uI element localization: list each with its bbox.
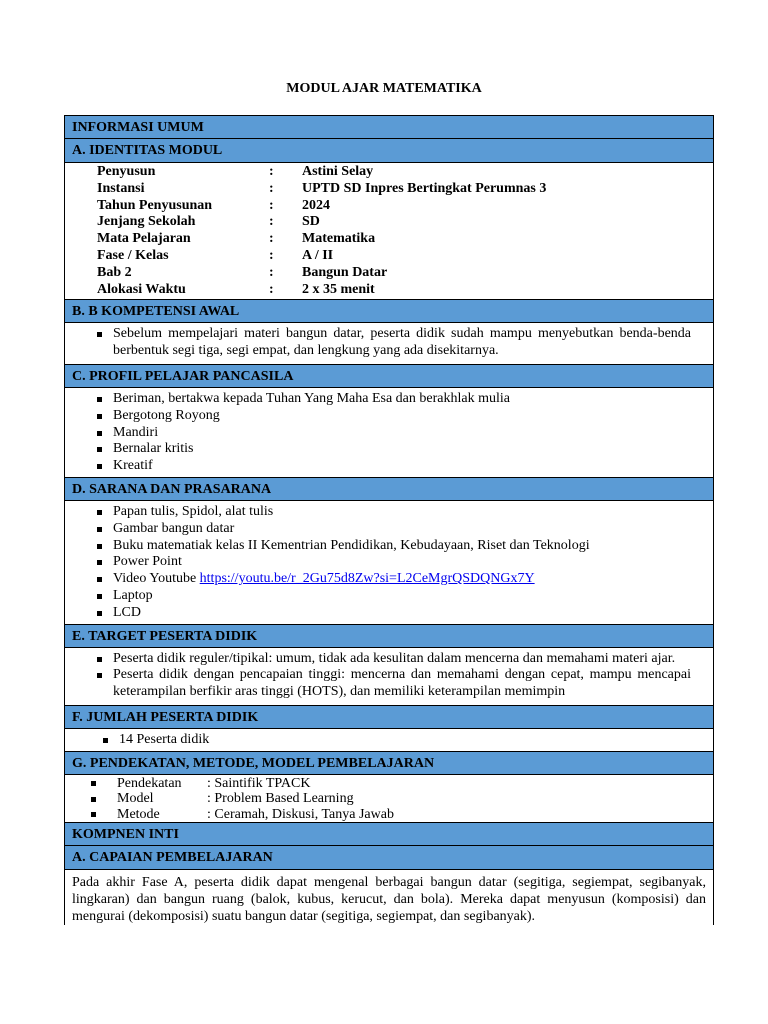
identity-label: Bab 2 bbox=[97, 264, 132, 280]
youtube-link[interactable]: https://youtu.be/r_2Gu75d8Zw?si=L2CeMgrQSDQNGx7Y bbox=[199, 571, 535, 587]
list-item-video bbox=[65, 571, 713, 588]
module-table bbox=[64, 115, 714, 925]
identity-row bbox=[97, 248, 713, 265]
video-label: Video Youtube bbox=[113, 571, 200, 587]
list-item: Laptop bbox=[65, 588, 713, 605]
list-item: Bernalar kritis bbox=[65, 441, 713, 458]
identity-colon: : bbox=[269, 247, 274, 263]
identity-value: UPTD SD Inpres Bertingkat Perumnas 3 bbox=[302, 180, 547, 196]
approach-item bbox=[65, 791, 713, 807]
identity-row bbox=[97, 164, 713, 181]
identity-colon: : bbox=[269, 214, 274, 230]
profil-block bbox=[65, 388, 713, 477]
identity-colon: : bbox=[269, 281, 274, 297]
list-item: Papan tulis, Spidol, alat tulis bbox=[65, 504, 713, 521]
list-item: Sebelum mempelajari materi bangun datar, peserta didik sudah mampu menyebutkan benda-benda berbentuk segi tiga, segi empat, dan lengkung yang ada disekitarnya. bbox=[65, 326, 713, 360]
identity-value: Astini Selay bbox=[302, 164, 374, 179]
identity-colon: : bbox=[269, 180, 274, 196]
identity-row bbox=[97, 198, 713, 215]
jumlah-list bbox=[71, 732, 713, 749]
list-item: LCD bbox=[65, 605, 713, 622]
list-item: Buku matematiak kelas II Kementrian Pendidikan, Kebudayaan, Riset dan Teknologi bbox=[65, 538, 713, 555]
list-item: Power Point bbox=[65, 554, 713, 571]
section-header-capaian: A. CAPAIAN PEMBELAJARAN bbox=[65, 846, 713, 870]
sarana-list bbox=[65, 504, 713, 622]
capaian-text: Pada akhir Fase A, peserta didik dapat mengenal berbagai bangun datar (segitiga, segiempat, segibanyak, lingkaran) dan bangun ruang (balok, kubus, kerucut, dan bola). Mereka dapat menyusun (komposisi) dan mengurai (dekomposisi) suatu bangun datar (segitiga, segiempat, dan segibanyak). bbox=[72, 875, 706, 925]
section-header-informasi-umum: INFORMASI UMUM bbox=[65, 115, 713, 139]
section-header-pendekatan: G. PENDEKATAN, METODE, MODEL PEMBELAJARAN bbox=[65, 751, 713, 775]
approach-item bbox=[65, 776, 713, 792]
identity-label: Penyusun bbox=[97, 164, 156, 179]
identity-value: 2 x 35 menit bbox=[302, 281, 375, 297]
identitas-block bbox=[65, 163, 713, 299]
jumlah-block bbox=[65, 729, 713, 751]
identity-value: Matematika bbox=[302, 231, 376, 247]
approach-key: Model bbox=[117, 791, 154, 807]
approach-item bbox=[65, 807, 713, 823]
approach-value: : Ceramah, Diskusi, Tanya Jawab bbox=[207, 806, 394, 822]
pendekatan-block bbox=[65, 775, 713, 823]
target-list bbox=[65, 651, 713, 701]
identity-label: Alokasi Waktu bbox=[97, 281, 186, 297]
identity-colon: : bbox=[269, 164, 274, 179]
section-header-target: E. TARGET PESERTA DIDIK bbox=[65, 624, 713, 648]
profil-list bbox=[65, 391, 713, 475]
section-header-sarana: D. SARANA DAN PRASARANA bbox=[65, 477, 713, 501]
kompetensi-block bbox=[65, 323, 713, 364]
document-title: MODUL AJAR MATEMATIKA bbox=[286, 81, 482, 96]
bullet-icon bbox=[65, 791, 97, 807]
list-item: Peserta didik reguler/tipikal: umum, tidak ada kesulitan dalam mencerna dan memahami materi ajar. bbox=[65, 651, 713, 668]
bullet-icon bbox=[65, 807, 97, 823]
section-header-profil: C. PROFIL PELAJAR PANCASILA bbox=[65, 364, 713, 388]
identity-label: Jenjang Sekolah bbox=[97, 214, 196, 230]
identity-label: Mata Pelajaran bbox=[97, 231, 191, 247]
list-item: Gambar bangun datar bbox=[65, 521, 713, 538]
list-item: Mandiri bbox=[65, 425, 713, 442]
section-header-identitas: A. IDENTITAS MODUL bbox=[65, 139, 713, 163]
sarana-block bbox=[65, 501, 713, 624]
identity-row bbox=[97, 181, 713, 198]
approach-value: : Saintifik TPACK bbox=[207, 775, 311, 791]
identity-label: Instansi bbox=[97, 180, 145, 196]
identity-row bbox=[97, 265, 713, 282]
identity-label: Fase / Kelas bbox=[97, 247, 169, 263]
identity-row bbox=[97, 214, 713, 231]
target-block bbox=[65, 648, 713, 705]
identity-colon: : bbox=[269, 231, 274, 247]
kompetensi-list bbox=[65, 326, 713, 360]
identity-row bbox=[97, 231, 713, 248]
identity-value: SD bbox=[302, 214, 320, 230]
identity-colon: : bbox=[269, 197, 274, 213]
bullet-icon bbox=[65, 776, 97, 792]
approach-key: Pendekatan bbox=[117, 775, 182, 791]
approach-value: : Problem Based Learning bbox=[207, 791, 354, 807]
approach-key: Metode bbox=[117, 806, 160, 822]
list-item: Kreatif bbox=[65, 458, 713, 475]
section-header-jumlah: F. JUMLAH PESERTA DIDIK bbox=[65, 705, 713, 729]
list-item: 14 Peserta didik bbox=[71, 732, 713, 749]
identity-row bbox=[97, 282, 713, 299]
section-header-komponen-inti: KOMPNEN INTI bbox=[65, 822, 713, 846]
identity-value: A / II bbox=[302, 247, 334, 263]
section-header-kompetensi: B. B KOMPETENSI AWAL bbox=[65, 299, 713, 323]
identity-label: Tahun Penyusunan bbox=[97, 197, 213, 213]
list-item: Bergotong Royong bbox=[65, 408, 713, 425]
list-item: Peserta didik dengan pencapaian tinggi: mencerna dan memahami dengan cepat, mampu mencapai keterampilan berfikir aras tinggi (HOTS), dan memiliki keterampilan memimpin bbox=[65, 667, 713, 701]
pendekatan-list bbox=[65, 776, 713, 823]
identity-colon: : bbox=[269, 264, 274, 280]
list-item: Beriman, bertakwa kepada Tuhan Yang Maha Esa dan berakhlak mulia bbox=[65, 391, 713, 408]
identity-value: 2024 bbox=[302, 197, 330, 213]
identity-value: Bangun Datar bbox=[302, 264, 388, 280]
